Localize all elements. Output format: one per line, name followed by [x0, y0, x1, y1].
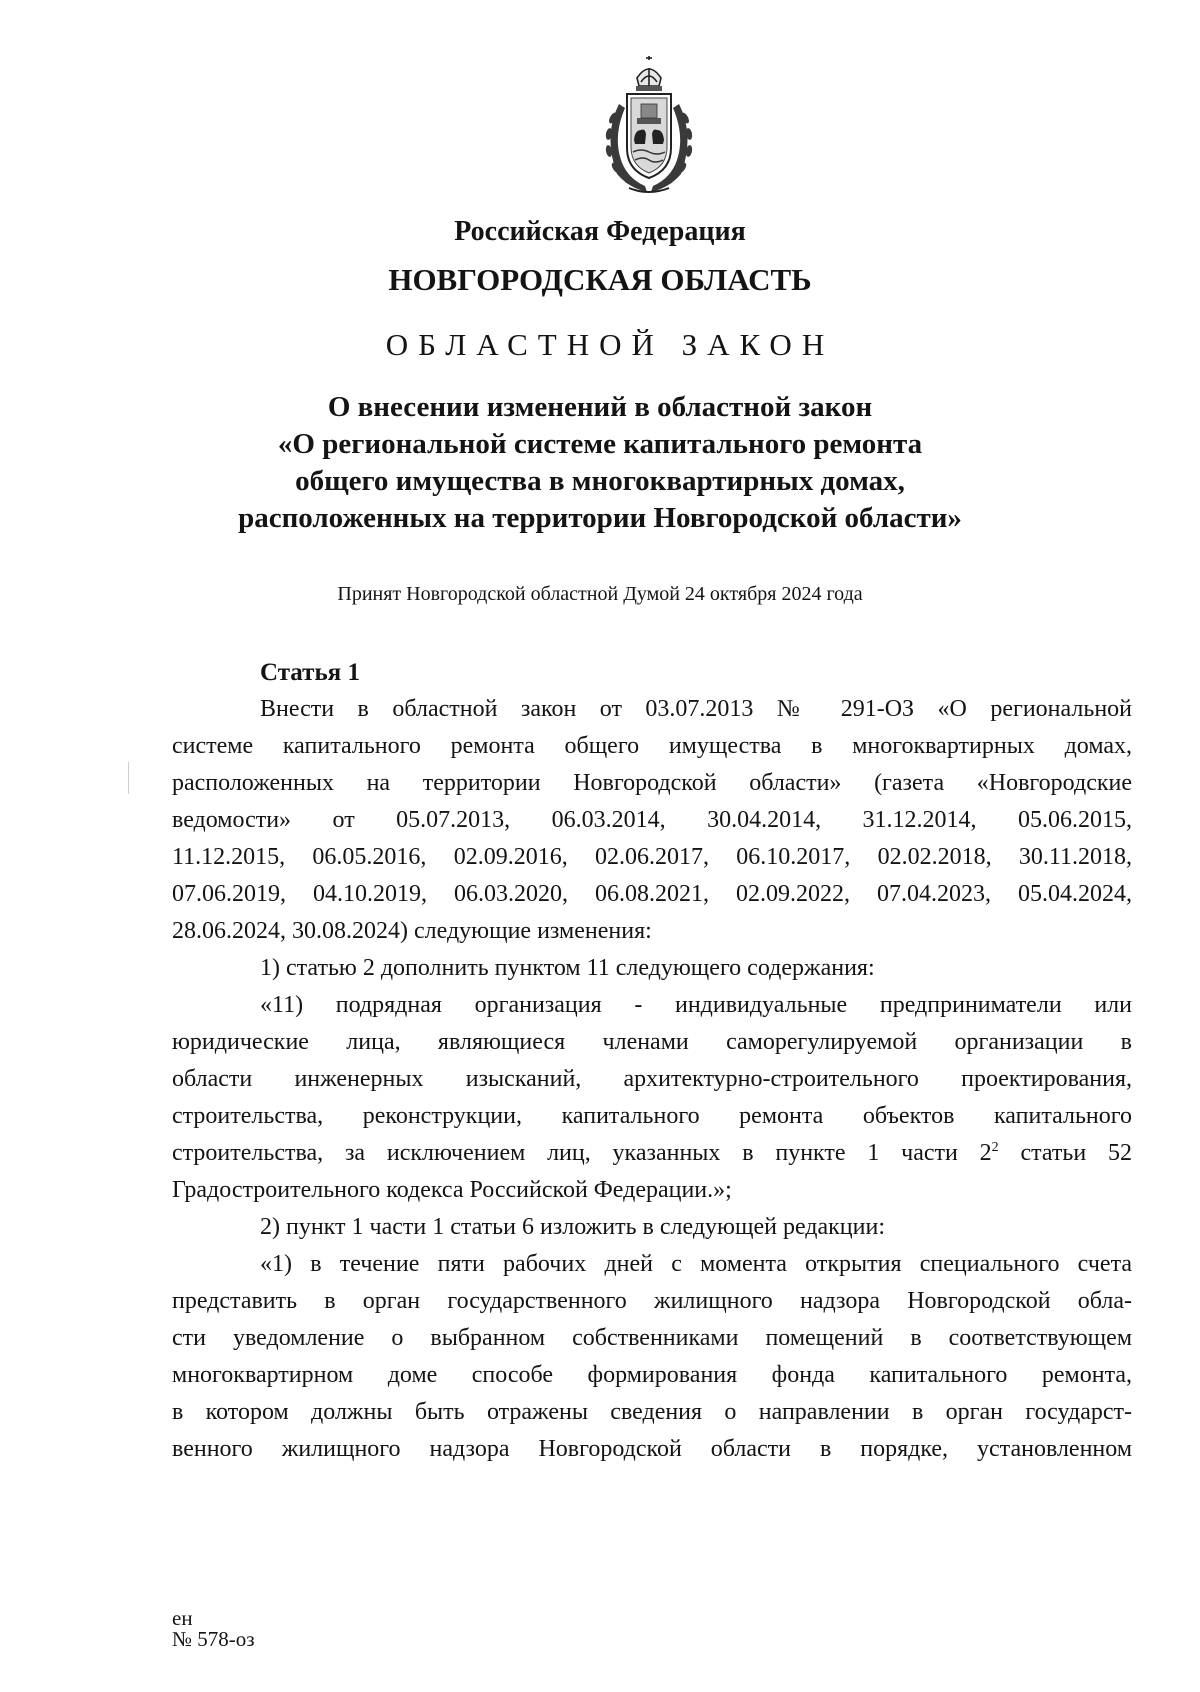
body-line: 07.06.2019, 04.10.2019, 06.03.2020, 06.08.2021, 02.09.2022, 07.04.2023, 05.04.2024, — [172, 881, 1132, 907]
document-type: ОБЛАСТНОЙ ЗАКОН — [385, 327, 835, 362]
body-line: «11) подрядная организация - индивидуальные предприниматели или — [260, 992, 1132, 1018]
body-line: Внести в областной закон от 03.07.2013 № 291-ОЗ «О региональной — [260, 696, 1132, 722]
margin-mark — [128, 762, 129, 794]
body-line-part: статьи 52 — [1020, 1140, 1133, 1166]
region-name: НОВГОРОДСКАЯ ОБЛАСТЬ — [388, 262, 812, 297]
footer-initials: ен — [172, 1606, 193, 1630]
body-line: 1) статью 2 дополнить пунктом 11 следующего содержания: — [260, 955, 875, 981]
body-line: области инженерных изысканий, архитектурно-строительного проектирования, — [172, 1066, 1132, 1092]
body-line: «1) в течение пяти рабочих дней с момента открытия специального счета — [260, 1251, 1132, 1277]
body-line: 11.12.2015, 06.05.2016, 02.09.2016, 02.06.2017, 06.10.2017, 02.02.2018, 30.11.2018, — [172, 844, 1132, 870]
body-line: системе капитального ремонта общего имущества в многоквартирных домах, — [172, 733, 1132, 759]
body-line: Градостроительного кодекса Российской Федерации.»; — [172, 1177, 732, 1203]
body-line: расположенных на территории Новгородской области» (газета «Новгородские — [172, 770, 1132, 796]
law-title-line: О внесении изменений в областной закон — [327, 391, 873, 423]
coat-of-arms-icon — [589, 56, 709, 196]
adoption-note: Принят Новгородской областной Думой 24 октября 2024 года — [337, 583, 863, 605]
document-footer — [172, 1608, 255, 1650]
body-line: в котором должны быть отражены сведения о направлении в орган государст- — [172, 1399, 1132, 1425]
law-title — [0, 389, 1200, 537]
body-line: представить в орган государственного жилищного надзора Новгородской обла- — [172, 1288, 1132, 1314]
body-line: венного жилищного надзора Новгородской области в порядке, установленном — [172, 1436, 1132, 1462]
body-line-part: строительства, за исключением лиц, указанных в пункте 1 части 2 — [172, 1140, 992, 1166]
article-body — [172, 654, 1132, 1468]
body-line: ведомости» от 05.07.2013, 06.03.2014, 30.04.2014, 31.12.2014, 05.06.2015, — [172, 807, 1132, 833]
body-line: сти уведомление о выбранном собственниками помещений в соответствующем — [172, 1325, 1132, 1351]
law-title-line: общего имущества в многоквартирных домах, — [295, 465, 905, 497]
country-name: Российская Федерация — [454, 216, 746, 247]
body-line: строительства, реконструкции, капитального ремонта объектов капитального — [172, 1103, 1132, 1129]
body-line: 28.06.2024, 30.08.2024) следующие изменения: — [172, 918, 652, 944]
superscript: 2 — [991, 1140, 999, 1155]
body-line: многоквартирном доме способе формирования фонда капитального ремонта, — [172, 1362, 1132, 1388]
article-heading: Статья 1 — [260, 659, 360, 686]
body-line: 2) пункт 1 части 1 статьи 6 изложить в следующей редакции: — [260, 1214, 885, 1240]
body-line: юридические лица, являющиеся членами саморегулируемой организации в — [172, 1029, 1132, 1055]
law-number: № 578-оз — [172, 1627, 255, 1651]
law-title-line: «О региональной системе капитального ремонта — [277, 428, 923, 460]
law-title-line: расположенных на территории Новгородской области» — [238, 502, 962, 534]
body-line — [172, 1135, 1132, 1172]
